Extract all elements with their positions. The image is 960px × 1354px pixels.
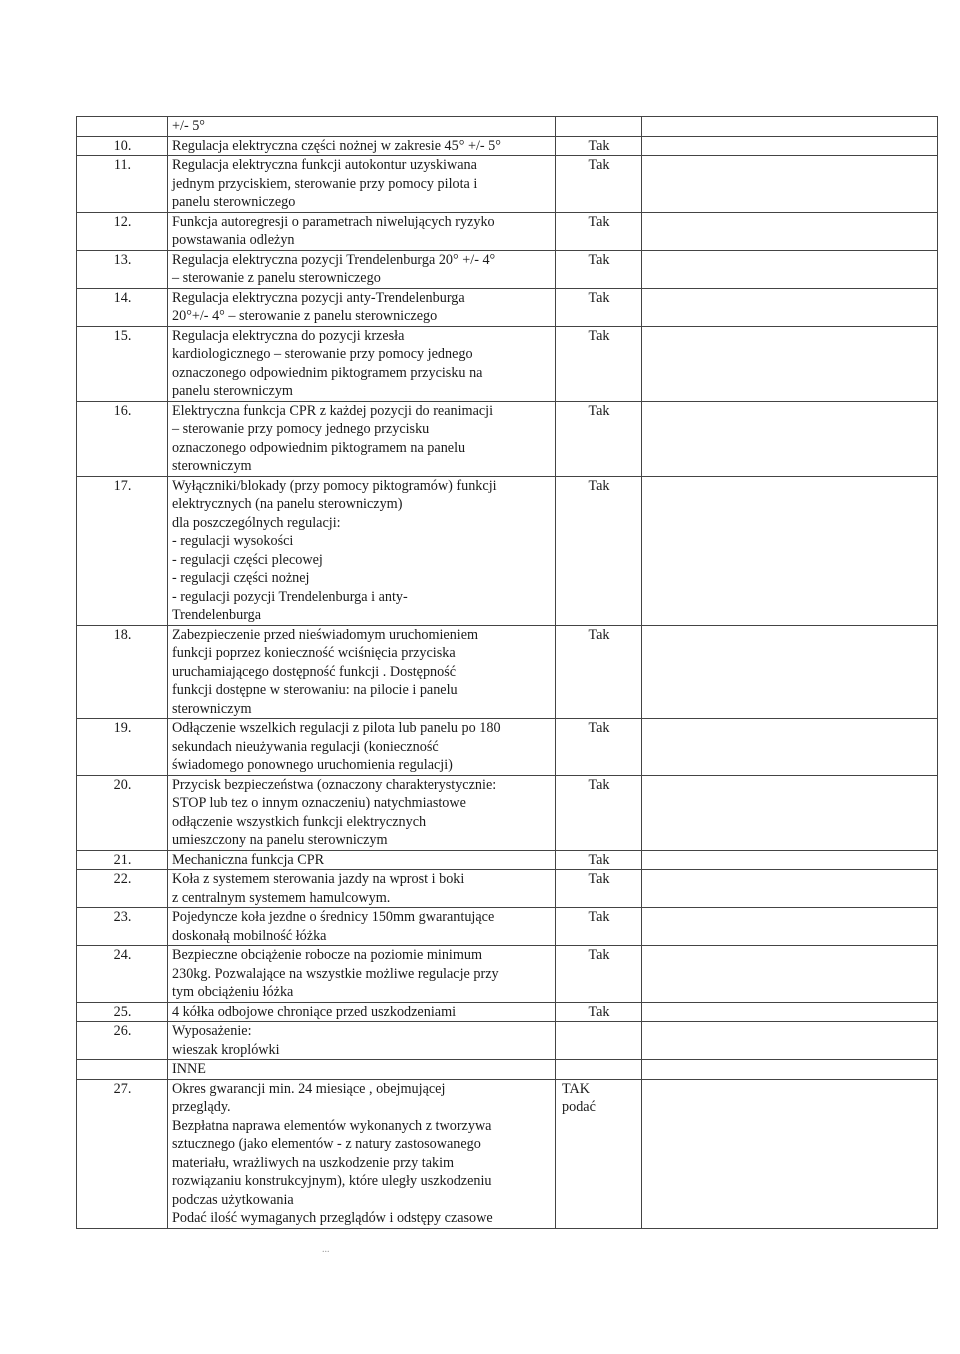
- description-line: - regulacji części nożnej: [172, 570, 310, 586]
- description-line: doskonałą mobilność łóżka: [172, 927, 327, 944]
- table-row: [77, 156, 938, 213]
- table-row: [77, 850, 938, 870]
- table-row: [77, 288, 938, 326]
- row-number: 19.: [77, 719, 168, 776]
- row-description: [168, 850, 556, 870]
- row-offered-value[interactable]: [642, 850, 938, 870]
- description-line: Wyposażenie:: [172, 1023, 252, 1039]
- description-line: Przycisk bezpieczeństwa (oznaczony charakterystycznie:: [172, 776, 497, 793]
- scan-mark: ...: [322, 1244, 330, 1255]
- row-description: [168, 156, 556, 213]
- row-number: 12.: [77, 212, 168, 250]
- description-line: Regulacja elektryczna części nożnej w zakresie 45° +/- 5°: [172, 137, 501, 154]
- row-description: [168, 1060, 556, 1080]
- description-line: materiału, wrażliwych na uszkodzenie przy takim: [172, 1154, 455, 1171]
- description-line: Regulacja elektryczna pozycji anty-Trendelenburga: [172, 289, 465, 306]
- table-row: [77, 870, 938, 908]
- row-offered-value[interactable]: [642, 156, 938, 213]
- description-line: oznaczonego odpowiednim piktogramem na panelu: [172, 439, 466, 456]
- row-description: [168, 719, 556, 776]
- description-line: umieszczony na panelu sterowniczym: [172, 832, 388, 848]
- row-number: 10.: [77, 136, 168, 156]
- specification-table: [76, 116, 938, 1229]
- row-number: [77, 117, 168, 137]
- row-requirement: Tak: [556, 156, 642, 213]
- row-description: [168, 136, 556, 156]
- row-requirement: Tak: [556, 870, 642, 908]
- description-line: Koła z systemem sterowania jazdy na wprost i boki: [172, 871, 465, 887]
- row-requirement: Tak: [556, 136, 642, 156]
- row-requirement: [556, 1060, 642, 1080]
- row-description: [168, 1022, 556, 1060]
- row-offered-value[interactable]: [642, 117, 938, 137]
- description-line: - regulacji wysokości: [172, 533, 294, 549]
- table-row: [77, 212, 938, 250]
- description-line: sterowniczym: [172, 458, 252, 474]
- description-line: 230kg. Pozwalające na wszystkie możliwe regulacje przy: [172, 965, 499, 982]
- row-description: [168, 401, 556, 476]
- row-number: 20.: [77, 775, 168, 850]
- table-row: [77, 250, 938, 288]
- description-line: sterowniczym: [172, 700, 252, 717]
- table-row: [77, 719, 938, 776]
- row-requirement: Tak: [556, 212, 642, 250]
- row-description: [168, 908, 556, 946]
- row-offered-value[interactable]: [642, 326, 938, 401]
- table-row: [77, 401, 938, 476]
- description-line: jednym przyciskiem, sterowanie przy pomocy pilota i: [172, 175, 478, 192]
- row-number: 16.: [77, 401, 168, 476]
- row-requirement: Tak: [556, 476, 642, 625]
- description-line: oznaczonego odpowiednim piktogramem przycisku na: [172, 364, 483, 381]
- description-line: Funkcja autoregresji o parametrach niwelujących ryzyko: [172, 213, 495, 230]
- row-offered-value[interactable]: [642, 719, 938, 776]
- row-number: 27.: [77, 1079, 168, 1228]
- row-requirement: Tak: [556, 288, 642, 326]
- description-line: powstawania odleżyn: [172, 232, 295, 248]
- row-number: 21.: [77, 850, 168, 870]
- row-number: 11.: [77, 156, 168, 213]
- row-description: [168, 476, 556, 625]
- description-line: panelu sterowniczego: [172, 194, 296, 210]
- table-row: [77, 326, 938, 401]
- description-line: kardiologicznego – sterowanie przy pomocy jednego: [172, 346, 473, 362]
- row-number: 23.: [77, 908, 168, 946]
- row-number: 26.: [77, 1022, 168, 1060]
- description-line: Trendelenburga: [172, 607, 262, 623]
- row-offered-value[interactable]: [642, 870, 938, 908]
- description-line: funkcji dostępne w sterowaniu: na pilocie i panelu: [172, 682, 458, 698]
- table-row: [77, 117, 938, 137]
- row-requirement: Tak: [556, 908, 642, 946]
- description-line: – sterowanie przy pomocy jednego przycisku: [172, 421, 430, 437]
- description-line: sztucznego (jako elementów - z natury zastosowanego: [172, 1136, 481, 1152]
- description-line: 20°+/- 4° – sterowanie z panelu sterowniczego: [172, 308, 438, 324]
- row-description: [168, 625, 556, 719]
- table-row: [77, 775, 938, 850]
- table-row: [77, 946, 938, 1003]
- row-number: 25.: [77, 1002, 168, 1022]
- description-line: uruchamiającego dostępność funkcji . Dostępność: [172, 663, 457, 680]
- row-number: 22.: [77, 870, 168, 908]
- description-line: STOP lub tez o innym oznaczeniu) natychmiastowe: [172, 795, 466, 811]
- row-description: [168, 946, 556, 1003]
- description-line: funkcji poprzez konieczność wciśnięcia przyciska: [172, 645, 456, 661]
- row-requirement: [556, 1022, 642, 1060]
- row-requirement: Tak: [556, 250, 642, 288]
- description-line: – sterowanie z panelu sterowniczego: [172, 270, 381, 286]
- description-line: Zabezpieczenie przed nieświadomym uruchomieniem: [172, 626, 479, 643]
- row-number: 24.: [77, 946, 168, 1003]
- row-offered-value[interactable]: [642, 625, 938, 719]
- description-line: Elektryczna funkcja CPR z każdej pozycji do reanimacji: [172, 402, 494, 419]
- table-row: [77, 1002, 938, 1022]
- row-description: [168, 250, 556, 288]
- description-line: Regulacja elektryczna funkcji autokontur uzyskiwana: [172, 157, 477, 173]
- description-line: przeglądy.: [172, 1099, 231, 1115]
- table-row: [77, 1022, 938, 1060]
- row-offered-value[interactable]: [642, 775, 938, 850]
- description-line: elektrycznych (na panelu sterowniczym): [172, 496, 403, 512]
- row-description: [168, 212, 556, 250]
- description-line: Okres gwarancji min. 24 miesiące , obejmującej: [172, 1080, 446, 1097]
- specification-table-body: [77, 117, 938, 1229]
- description-line: z centralnym systemem hamulcowym.: [172, 889, 391, 906]
- row-description: [168, 1079, 556, 1228]
- row-description: [168, 117, 556, 137]
- description-line: dla poszczególnych regulacji:: [172, 514, 341, 531]
- description-line: wieszak kroplówki: [172, 1041, 280, 1058]
- row-number: 14.: [77, 288, 168, 326]
- row-requirement: Tak: [556, 401, 642, 476]
- row-requirement: Tak: [556, 850, 642, 870]
- description-line: tym obciążeniu łóżka: [172, 984, 294, 1000]
- description-line: Bezpłatna naprawa elementów wykonanych z tworzywa: [172, 1117, 492, 1134]
- description-line: Regulacja elektryczna do pozycji krzesła: [172, 327, 405, 344]
- table-row: [77, 1060, 938, 1080]
- row-requirement: [556, 117, 642, 137]
- row-description: [168, 775, 556, 850]
- row-offered-value[interactable]: [642, 136, 938, 156]
- description-line: Wyłączniki/blokady (przy pomocy piktogramów) funkcji: [172, 477, 497, 494]
- description-line: 4 kółka odbojowe chroniące przed uszkodzeniami: [172, 1003, 457, 1020]
- row-offered-value[interactable]: [642, 1079, 938, 1228]
- description-line: panelu sterowniczym: [172, 383, 293, 399]
- row-offered-value[interactable]: [642, 946, 938, 1003]
- row-description: [168, 870, 556, 908]
- row-requirement: TAK podać: [556, 1079, 642, 1228]
- description-line: sekundach nieużywania regulacji (konieczność: [172, 738, 439, 755]
- row-requirement: Tak: [556, 719, 642, 776]
- table-row: [77, 476, 938, 625]
- description-line: INNE: [172, 1061, 206, 1077]
- row-description: [168, 326, 556, 401]
- description-line: Podać ilość wymaganych przeglądów i odstępy czasowe: [172, 1210, 493, 1226]
- description-line: - regulacji części plecowej: [172, 551, 323, 568]
- description-line: Regulacja elektryczna pozycji Trendelenburga 20° +/- 4°: [172, 251, 496, 268]
- table-row: [77, 1079, 938, 1228]
- row-number: [77, 1060, 168, 1080]
- description-line: +/- 5°: [172, 118, 205, 134]
- row-offered-value[interactable]: [642, 288, 938, 326]
- description-line: rozwiązaniu konstrukcyjnym), które uległy uszkodzeniu: [172, 1173, 492, 1189]
- row-offered-value[interactable]: [642, 476, 938, 625]
- row-offered-value[interactable]: [642, 908, 938, 946]
- description-line: Odłączenie wszelkich regulacji z pilota lub panelu po 180: [172, 720, 501, 736]
- table-row: [77, 625, 938, 719]
- row-requirement: Tak: [556, 1002, 642, 1022]
- description-line: Pojedyncze koła jezdne o średnicy 150mm gwarantujące: [172, 909, 495, 925]
- description-line: Bezpieczne obciążenie robocze na poziomie minimum: [172, 947, 483, 963]
- row-requirement: Tak: [556, 775, 642, 850]
- row-offered-value[interactable]: [642, 1002, 938, 1022]
- description-line: świadomego ponownego uruchomienia regulacji): [172, 757, 453, 773]
- description-line: odłączenie wszystkich funkcji elektrycznych: [172, 813, 427, 830]
- row-requirement: Tak: [556, 326, 642, 401]
- row-offered-value[interactable]: [642, 1022, 938, 1060]
- row-number: 18.: [77, 625, 168, 719]
- table-row: [77, 908, 938, 946]
- row-description: [168, 288, 556, 326]
- description-line: podczas użytkowania: [172, 1191, 294, 1208]
- row-requirement: Tak: [556, 946, 642, 1003]
- row-offered-value[interactable]: [642, 250, 938, 288]
- row-number: 17.: [77, 476, 168, 625]
- description-line: Mechaniczna funkcja CPR: [172, 851, 325, 868]
- row-requirement: Tak: [556, 625, 642, 719]
- row-number: 13.: [77, 250, 168, 288]
- row-offered-value[interactable]: [642, 1060, 938, 1080]
- description-line: - regulacji pozycji Trendelenburga i anty-: [172, 588, 408, 605]
- table-row: [77, 136, 938, 156]
- row-number: 15.: [77, 326, 168, 401]
- row-description: [168, 1002, 556, 1022]
- row-offered-value[interactable]: [642, 401, 938, 476]
- row-offered-value[interactable]: [642, 212, 938, 250]
